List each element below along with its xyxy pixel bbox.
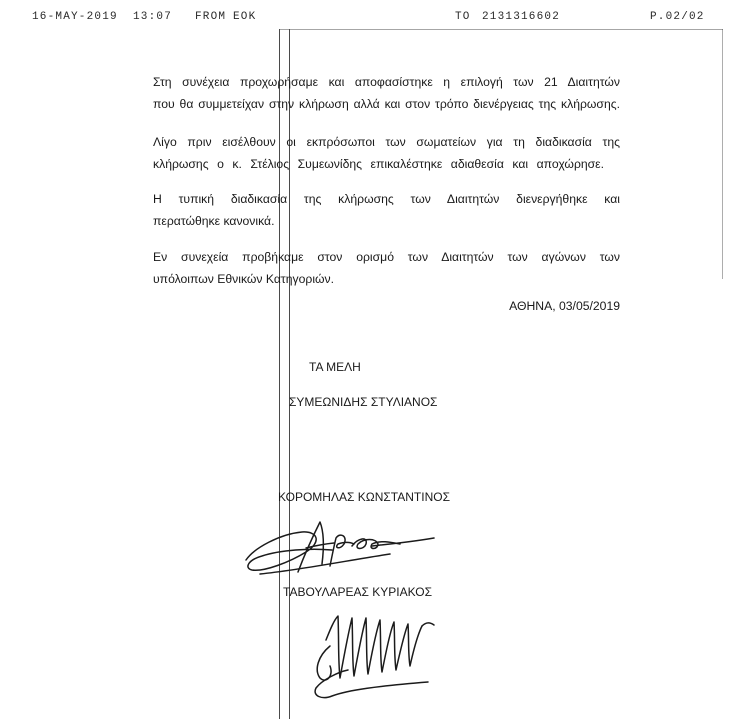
paragraph-1 (153, 71, 620, 115)
paragraph-line: κλήρωσης ο κ. Στέλιος Συμεωνίδης επικαλέστηκε αδιαθεσία και αποχώρησε. (153, 157, 604, 171)
paragraph-line: περατώθηκε κανονικά. (153, 214, 275, 228)
fax-time: 13:07 (133, 11, 173, 23)
scan-line-right (722, 29, 723, 279)
fax-from-value: EOK (233, 11, 257, 23)
signature-member-2 (240, 508, 440, 588)
fax-page-number: P.02/02 (650, 11, 705, 23)
paragraph-3 (153, 188, 620, 232)
fax-to-number: 2131316602 (482, 11, 561, 23)
signature-member-3 (308, 600, 438, 705)
paragraph-line: Στη συνέχεια προχωρήσαμε και αποφασίστηκε η επιλογή των 21 Διαιτητών (153, 75, 620, 89)
member-name-1: ΣΥΜΕΩΝΙΔΗΣ ΣΤΥΛΙΑΝΟΣ (289, 395, 438, 409)
paragraph-line: που θα συμμετείχαν στην κλήρωση αλλά και στον τρόπο διενέργειας της κλήρωσης. (153, 97, 620, 111)
paragraph-line: Η τυπική διαδικασία της κλήρωσης των Διαιτητών διενεργήθηκε και (153, 192, 620, 206)
paragraph-2 (153, 131, 620, 175)
member-name-2: ΚΟΡΟΜΗΛΑΣ ΚΩΝΣΤΑΝΤΙΝΟΣ (278, 490, 450, 504)
fax-from-label: FROM (195, 11, 227, 23)
scan-line-top (279, 29, 723, 30)
paragraph-line: Εν συνεχεία προβήκαμε στον ορισμό των Διαιτητών των αγώνων των (153, 250, 620, 264)
paragraph-line: Λίγο πριν εισέλθουν οι εκπρόσωποι των σωματείων για τη διαδικασία της (153, 135, 620, 149)
fax-date: 16-MAY-2019 (32, 11, 118, 23)
members-heading: ΤΑ ΜΕΛΗ (309, 360, 361, 374)
member-name-3: ΤΑΒΟΥΛΑΡΕΑΣ ΚΥΡΙΑΚΟΣ (283, 585, 433, 599)
fax-to-label: TO (455, 11, 471, 23)
place-date: ΑΘΗΝΑ, 03/05/2019 (509, 299, 620, 313)
paragraph-line: υπόλοιπων Εθνικών Κατηγοριών. (153, 272, 335, 286)
paragraph-4 (153, 246, 620, 290)
